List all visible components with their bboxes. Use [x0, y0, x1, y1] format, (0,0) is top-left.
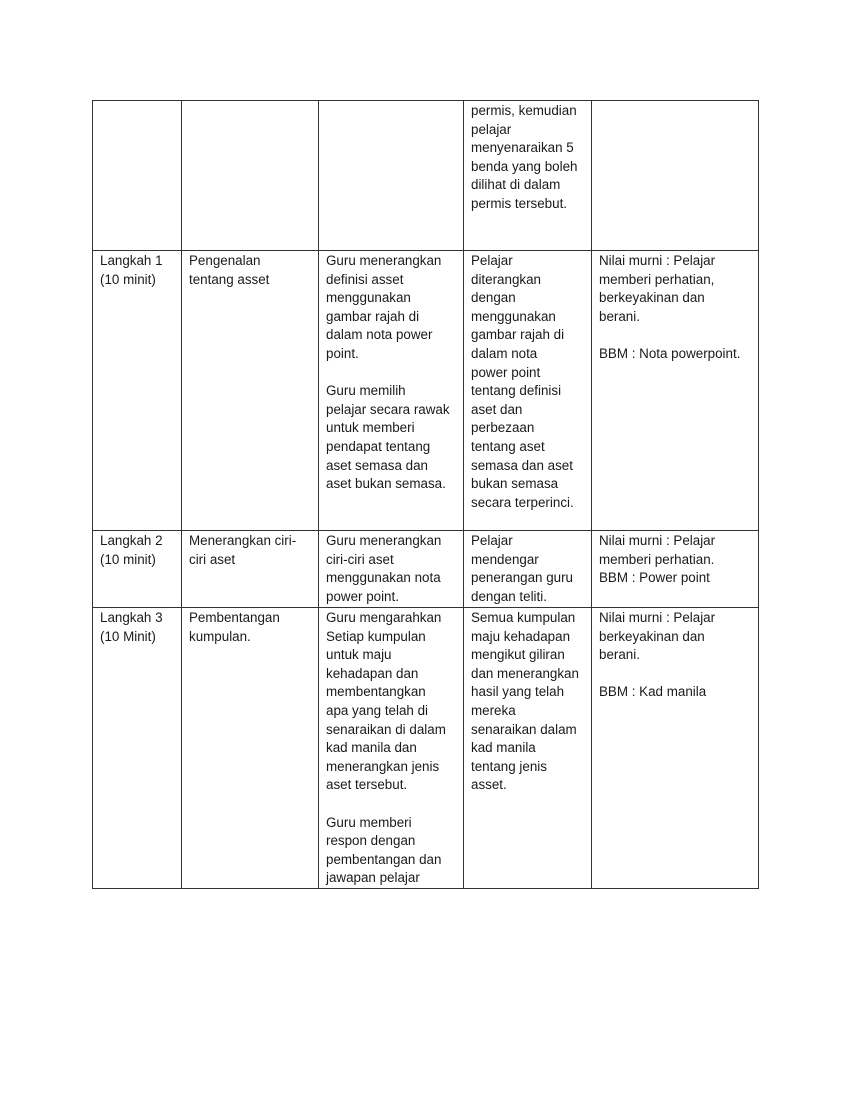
values-cell: Nilai murni : Pelajar memberi perhatian. BBM : Power point — [592, 531, 759, 608]
teacher-activity-cell: Guru menerangkan definisi asset menggunakan gambar rajah di dalam nota power point. Guru memilih pelajar secara rawak untuk memberi pendapat tentang aset semasa dan aset bukan semasa. — [319, 251, 464, 531]
table-row — [93, 101, 759, 251]
table-row — [93, 608, 759, 889]
step-cell: Langkah 2 (10 minit) — [93, 531, 182, 608]
step-cell: Langkah 1 (10 minit) — [93, 251, 182, 531]
student-activity-cell: permis, kemudian pelajar menyenaraikan 5 benda yang boleh dilihat di dalam permis tersebut. — [464, 101, 592, 251]
student-activity-cell: Semua kumpulan maju kehadapan mengikut giliran dan menerangkan hasil yang telah mereka senaraikan dalam kad manila tentang jenis asset. — [464, 608, 592, 889]
teacher-activity-cell — [319, 101, 464, 251]
table-row — [93, 251, 759, 531]
table-row — [93, 531, 759, 608]
topic-cell: Menerangkan ciri- ciri aset — [182, 531, 319, 608]
teacher-activity-cell: Guru menerangkan ciri-ciri aset menggunakan nota power point. — [319, 531, 464, 608]
topic-cell — [182, 101, 319, 251]
student-activity-cell: Pelajar mendengar penerangan guru dengan teliti. — [464, 531, 592, 608]
step-cell: Langkah 3 (10 Minit) — [93, 608, 182, 889]
values-cell: Nilai murni : Pelajar berkeyakinan dan berani. BBM : Kad manila — [592, 608, 759, 889]
topic-cell: Pembentangan kumpulan. — [182, 608, 319, 889]
topic-cell: Pengenalan tentang asset — [182, 251, 319, 531]
student-activity-cell: Pelajar diterangkan dengan menggunakan gambar rajah di dalam nota power point tentang definisi aset dan perbezaan tentang aset semasa dan aset bukan semasa secara terperinci. — [464, 251, 592, 531]
step-cell — [93, 101, 182, 251]
lesson-plan-table — [92, 100, 759, 889]
values-cell — [592, 101, 759, 251]
values-cell: Nilai murni : Pelajar memberi perhatian, berkeyakinan dan berani. BBM : Nota powerpoint. — [592, 251, 759, 531]
teacher-activity-cell: Guru mengarahkan Setiap kumpulan untuk maju kehadapan dan membentangkan apa yang telah di senaraikan di dalam kad manila dan menerangkan jenis aset tersebut. Guru memberi respon dengan pembentangan dan jawapan pelajar — [319, 608, 464, 889]
